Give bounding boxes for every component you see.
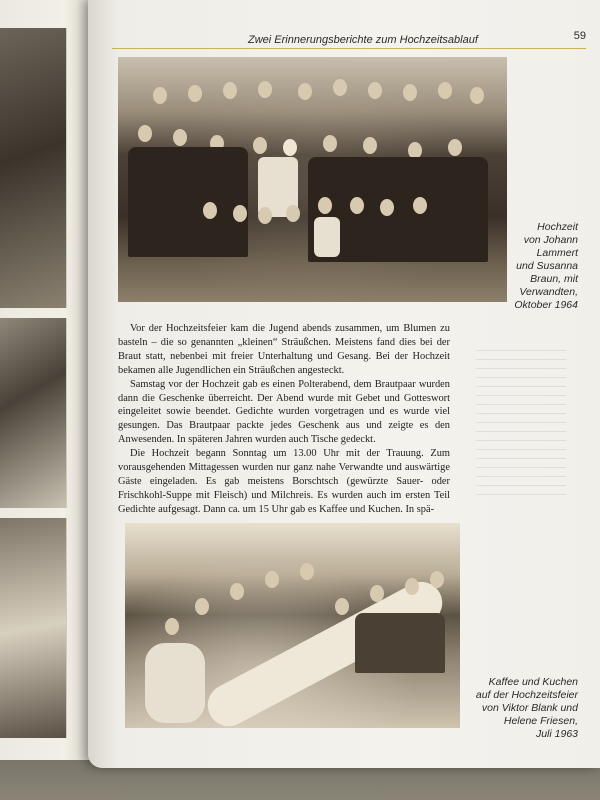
photo-caption: Hochzeit von Johann Lammert und Susanna Braun, mit Verwandten, Oktober 1964 (514, 221, 578, 311)
show-through-text (476, 350, 566, 500)
previous-page-photo (0, 518, 67, 738)
paragraph: Samstag vor der Hochzeit gab es einen Polterabend, dem Brautpaar wurden dann die Geschenke überreicht. Der Abend wurde mit Gebet und Gotteswort eingeleitet sowie beendet. Gedichte wurden vorgetragen und es wurde viel gesungen. Das Brautpaar packte jedes Geschenk aus und zeigte es den Anwesenden. In späteren Jahren wurden auch Tische gedeckt. (118, 378, 450, 446)
running-header: Zwei Erinnerungsberichte zum Hochzeitsablauf (248, 34, 478, 46)
book-page (88, 0, 600, 768)
wedding-feast-photo (125, 523, 460, 728)
paragraph: Die Hochzeit begann Sonntag um 13.00 Uhr mit der Trauung. Zum vorausgehenden Mittagessen wurden nur ganz nahe Verwandte und auswärtige Gäste eingeladen. Es gab meistens Borschtsch (gewürzte Sauer- oder Frischkohl-Suppe mit Fleisch) und Milchreis. Es wurden auch im ersten Teil Gedichte aufgesagt. Dann ca. um 15 Uhr gab es Kaffee und Kuchen. In spä- (118, 448, 450, 515)
previous-page (0, 0, 92, 760)
wedding-group-photo (118, 57, 507, 302)
previous-page-photo (0, 28, 67, 308)
article-text (118, 322, 450, 517)
header-rule (112, 48, 586, 49)
photo-caption: Kaffee und Kuchen auf der Hochzeitsfeier von Viktor Blank und Helene Friesen, Juli 1963 (475, 676, 578, 740)
paragraph: Vor der Hochzeitsfeier kam die Jugend abends zusammen, um Blumen zu basteln – die so genannten „kleinen“ Sträußchen. Meistens fand dies bei der Braut statt, nebenbei mit freier Unterhaltung und Gesang. Bei der Hochzeit bekamen alle Jugendlichen ein Sträußchen angesteckt. (118, 323, 450, 376)
page-number: 59 (573, 30, 586, 42)
previous-page-photo (0, 318, 67, 508)
